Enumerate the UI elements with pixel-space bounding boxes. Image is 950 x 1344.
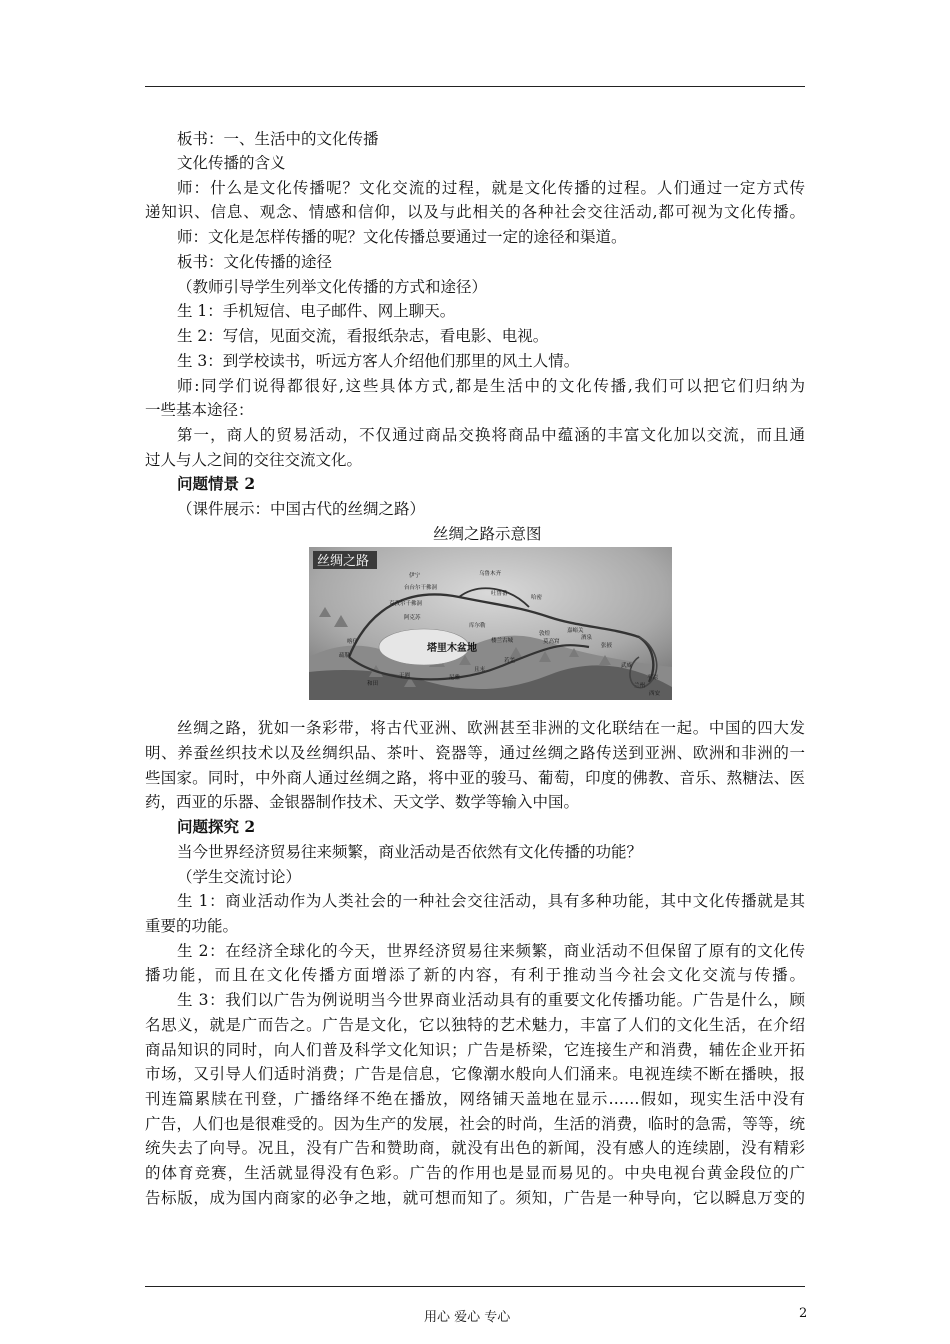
map-label: 莫高窟 bbox=[543, 639, 560, 645]
paragraph-line: 生 3：到学校读书，听远方客人介绍他们那里的风土人情。 bbox=[177, 352, 580, 370]
paragraph-line: 丝绸之路，犹如一条彩带，将古代亚洲、欧洲甚至非洲的文化联结在一起。中国的四大发 bbox=[177, 719, 805, 737]
paragraph-line: 生 2：在经济全球化的今天，世界经济贸易往来频繁，商业活动不但保留了原有的文化传 bbox=[177, 942, 805, 960]
map-label: 楼兰古城 bbox=[491, 638, 514, 644]
paragraph-line: 药，西亚的乐器、金银器制作技术、天文学、数学等输入中国。 bbox=[145, 793, 580, 811]
paragraph-line: 生 3：我们以广告为例说明当今世界商业活动具有的重要文化传播功能。广告是什么，顾 bbox=[177, 991, 805, 1009]
section-heading: 问题探究 2 bbox=[177, 817, 256, 836]
footer-motto: 用心 爱心 专心 bbox=[424, 1310, 511, 1325]
paragraph-line: 第一，商人的贸易活动，不仅通过商品交换将商品中蕴涵的丰富文化加以交流，而且通 bbox=[177, 426, 805, 444]
paragraph-line: 的体育竞赛，生活就显得没有色彩。广告的作用也是显而易见的。中央电视台黄金段位的广 bbox=[145, 1164, 805, 1182]
map-label: 库尔勒 bbox=[469, 623, 486, 629]
map-title: 丝绸之路 bbox=[317, 553, 370, 568]
paragraph-line: 告标版，成为国内商家的必争之地，就可想而知了。须知，广告是一种导向，它以瞬息万变的 bbox=[145, 1189, 805, 1207]
map-label: 张掖 bbox=[601, 643, 613, 649]
map-label: 哈密 bbox=[531, 595, 543, 601]
paragraph-line: 刊连篇累牍在刊登，广播络绎不绝在播放，网络铺天盖地在显示……假如，现实生活中没有 bbox=[145, 1090, 805, 1108]
map-label: 乌鲁木齐 bbox=[479, 571, 502, 577]
map-label: 阿克苏 bbox=[404, 615, 421, 621]
map-label: 于阗 bbox=[399, 673, 411, 679]
map-label: 塔里木盆地 bbox=[427, 643, 477, 654]
map-label: 武威 bbox=[621, 663, 633, 669]
paragraph-line: 师：什么是文化传播呢？文化交流的过程，就是文化传播的过程。人们通过一定方式传 bbox=[177, 179, 805, 197]
paragraph-line: 师：文化是怎样传播的呢？文化传播总要通过一定的途径和渠道。 bbox=[177, 228, 627, 246]
paragraph-line: 生 1：手机短信、电子邮件、网上聊天。 bbox=[177, 302, 456, 320]
paragraph-line: 明、养蚕丝织技术以及丝绸织品、茶叶、瓷器等，通过丝绸之路传送到亚洲、欧洲和非洲的一 bbox=[145, 744, 805, 762]
paragraph-line: 师:同学们说得都很好,这些具体方式,都是生活中的文化传播,我们可以把它们归纳为 bbox=[177, 377, 805, 395]
map-label: 西安 bbox=[649, 691, 661, 697]
map-label: 尼雅 bbox=[449, 675, 461, 681]
figure-caption: 丝绸之路示意图 bbox=[433, 525, 542, 543]
paragraph-line: 生 2：写信，见面交流，看报纸杂志，看电影、电视。 bbox=[177, 327, 549, 345]
map-label: 平凉 bbox=[647, 675, 659, 681]
paragraph-line: 商品知识的同时，向人们普及科学文化知识；广告是桥梁，它连接生产和消费，辅佐企业开拓 bbox=[145, 1041, 805, 1059]
paragraph-line: （教师引导学生列举文化传播的方式和途径） bbox=[177, 278, 488, 296]
paragraph-line: 当今世界经济贸易往来频繁，商业活动是否依然有文化传播的功能？ bbox=[177, 843, 643, 861]
map-label: 且末 bbox=[474, 667, 486, 673]
page-number: 2 bbox=[799, 1306, 808, 1321]
section-heading: 问题情景 2 bbox=[177, 474, 256, 493]
map-label: 酒泉 bbox=[581, 635, 593, 641]
paragraph-line: 名思义，就是广而告之。广告是文化，它以独特的艺术魅力，丰富了人们的文化生活，在介绍 bbox=[145, 1016, 805, 1034]
board-heading-1: 板书：一、生活中的文化传播 bbox=[177, 130, 379, 148]
paragraph-line: 重要的功能。 bbox=[145, 917, 239, 935]
map-label: 台台尔干佛洞 bbox=[404, 585, 438, 591]
map-label: 兰州 bbox=[634, 683, 646, 689]
paragraph-line: 统失去了向导。况且，没有广告和赞助商，就没有出色的新闻，没有感人的连续剧，没有精彩 bbox=[145, 1139, 805, 1157]
map-label: 和田 bbox=[367, 681, 379, 687]
silk-road-map bbox=[309, 547, 672, 700]
map-label: 嘉峪关 bbox=[567, 628, 584, 634]
paragraph-line: 递知识、信息、观念、情感和信仰，以及与此相关的各种社会交往活动,都可视为文化传播。 bbox=[145, 203, 805, 221]
footer-rule bbox=[145, 1286, 805, 1287]
header-rule bbox=[145, 86, 805, 87]
map-label: 喀什 bbox=[347, 639, 359, 645]
map-label: 敦煌 bbox=[539, 631, 551, 637]
map-label: 若羌 bbox=[504, 658, 516, 664]
section-label: 文化传播的含义 bbox=[177, 154, 286, 172]
paragraph-line: 过人与人之间的交往交流文化。 bbox=[145, 451, 363, 469]
map-label: 吐鲁番 bbox=[491, 591, 508, 597]
paragraph-line: 市场，又引导人们适时消费；广告是信息，它像潮水般向人们涌来。电视连续不断在播映，报 bbox=[145, 1065, 805, 1083]
paragraph-line: 广告，人们也是很难受的。因为生产的发展，社会的时尚，生活的消费，临时的急需，等等，统 bbox=[145, 1115, 805, 1133]
map-label: 疏勒 bbox=[339, 653, 351, 659]
board-heading-2: 板书：文化传播的途径 bbox=[177, 253, 333, 271]
map-label: 伊宁 bbox=[409, 573, 421, 579]
paragraph-line: （学生交流讨论） bbox=[177, 868, 302, 886]
paragraph-line: 一些基本途径： bbox=[145, 401, 254, 419]
paragraph-line: （课件展示：中国古代的丝绸之路） bbox=[177, 500, 426, 518]
paragraph-line: 些国家。同时，中外商人通过丝绸之路，将中亚的骏马、葡萄，印度的佛教、音乐、熬糖法、医 bbox=[145, 769, 805, 787]
paragraph-line: 生 1：商业活动作为人类社会的一种社会交往活动，具有多种功能，其中文化传播就是其 bbox=[177, 892, 805, 910]
paragraph-line: 播功能，而且在文化传播方面增添了新的内容，有利于推动当今社会文化交流与传播。 bbox=[145, 966, 805, 984]
map-label: 克孜尔千佛洞 bbox=[389, 601, 423, 607]
